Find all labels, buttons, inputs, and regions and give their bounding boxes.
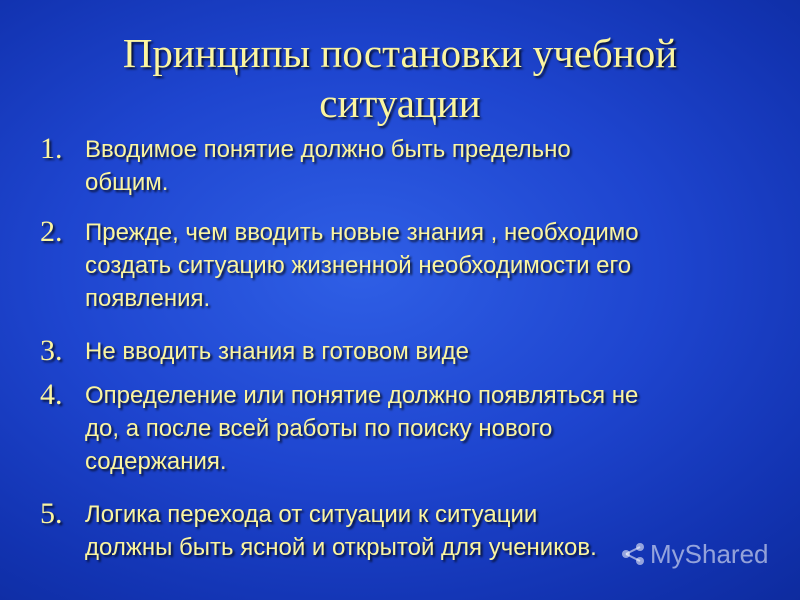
- item-number: 2.: [40, 215, 63, 248]
- item-text-line: Вводимое понятие должно быть предельно: [85, 136, 571, 163]
- item-text-line: Прежде, чем вводить новые знания , необходимо: [85, 219, 639, 246]
- list-item: [40, 133, 740, 203]
- slide-title-line-2: ситуации: [319, 80, 481, 126]
- item-text-line: Определение или понятие должно появляться не: [85, 382, 639, 409]
- item-text-line: содержания.: [85, 448, 227, 475]
- watermark: [620, 534, 769, 574]
- list-item: [40, 216, 740, 321]
- item-number: 1.: [40, 132, 63, 165]
- watermark-text: MyShared: [650, 539, 769, 569]
- list-item: [40, 379, 740, 484]
- item-text: [85, 379, 785, 478]
- item-text-line: появления.: [85, 285, 211, 312]
- item-text-line: общим.: [85, 169, 169, 196]
- slide-title: [0, 28, 800, 128]
- item-number: 3.: [40, 334, 63, 367]
- share-icon: [620, 538, 646, 564]
- slide-title-line-1: Принципы постановки учебной: [122, 30, 678, 76]
- item-text: [85, 216, 785, 315]
- item-number: 4.: [40, 378, 63, 411]
- item-text-line: создать ситуацию жизненной необходимости его: [85, 252, 632, 279]
- item-text-line: Логика перехода от ситуации к ситуации: [85, 501, 538, 528]
- item-text-line: должны быть ясной и открытой для учеников.: [85, 534, 597, 561]
- list-item: [40, 335, 740, 371]
- item-text-line: до, а после всей работы по поиску нового: [85, 415, 553, 442]
- item-number: 5.: [40, 497, 63, 530]
- item-text-line: Не вводить знания в готовом виде: [85, 338, 469, 365]
- item-text: [85, 133, 685, 199]
- item-text: [85, 335, 685, 368]
